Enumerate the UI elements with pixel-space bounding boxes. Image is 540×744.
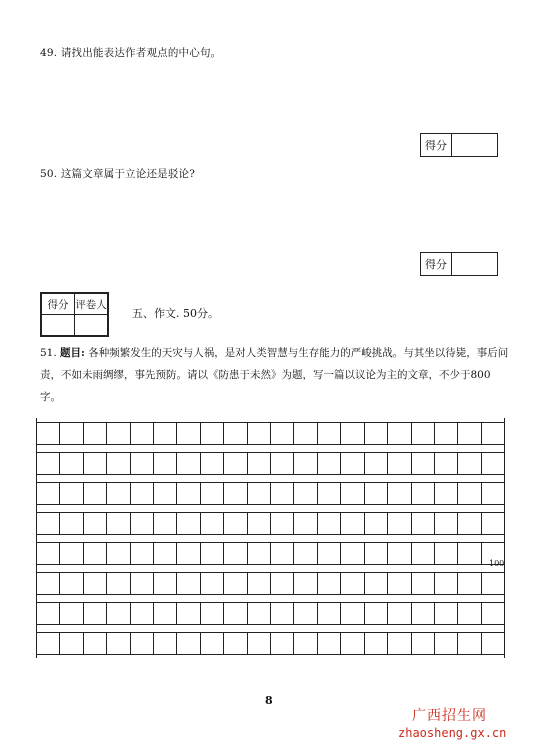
- grid-cell[interactable]: [365, 633, 388, 654]
- grid-cell[interactable]: [154, 633, 177, 654]
- grader-score-label: 得分: [42, 294, 75, 315]
- grid-cell[interactable]: [388, 483, 411, 504]
- grader-name-label: 评卷人: [75, 294, 108, 315]
- grid-cell[interactable]: [435, 633, 458, 654]
- grid-cell[interactable]: [294, 453, 317, 474]
- grid-cell[interactable]: [177, 513, 200, 534]
- grid-cell[interactable]: [271, 483, 294, 504]
- grid-cell[interactable]: [131, 483, 154, 504]
- grid-cell[interactable]: [201, 603, 224, 624]
- grid-cell[interactable]: [177, 483, 200, 504]
- grid-cell[interactable]: [435, 603, 458, 624]
- grid-cell[interactable]: [37, 573, 60, 594]
- question-50-number: 50.: [40, 168, 58, 180]
- grid-cell[interactable]: [224, 423, 247, 444]
- grid-cell[interactable]: [341, 453, 364, 474]
- grid-cell[interactable]: [131, 423, 154, 444]
- page-number: 8: [265, 694, 273, 707]
- grid-cell[interactable]: [60, 423, 83, 444]
- grid-cell[interactable]: [60, 573, 83, 594]
- grid-cell[interactable]: [84, 453, 107, 474]
- grid-cell[interactable]: [482, 453, 504, 474]
- score-box-50-label: 得分: [421, 253, 452, 275]
- essay-grid[interactable]: [36, 418, 505, 658]
- grid-cell[interactable]: [365, 573, 388, 594]
- grid-cell[interactable]: [412, 573, 435, 594]
- grid-cell[interactable]: [107, 573, 130, 594]
- grid-cell[interactable]: [177, 603, 200, 624]
- grid-cell[interactable]: [458, 513, 481, 534]
- grid-row: [37, 422, 504, 445]
- grid-cell[interactable]: [131, 453, 154, 474]
- grid-cell[interactable]: [201, 633, 224, 654]
- grid-cell[interactable]: [365, 543, 388, 564]
- grid-cell[interactable]: [224, 573, 247, 594]
- grid-cell[interactable]: [107, 513, 130, 534]
- grid-cell[interactable]: [224, 543, 247, 564]
- grid-cell[interactable]: [248, 423, 271, 444]
- grid-cell[interactable]: [154, 573, 177, 594]
- grid-cell[interactable]: [482, 423, 504, 444]
- grid-cell[interactable]: [248, 633, 271, 654]
- grid-cell[interactable]: [318, 513, 341, 534]
- grid-cell[interactable]: [131, 573, 154, 594]
- grid-cell[interactable]: [458, 483, 481, 504]
- question-51-keyword: 题目:: [60, 347, 85, 359]
- grid-cell[interactable]: [482, 483, 504, 504]
- grid-cell[interactable]: [341, 483, 364, 504]
- grid-cell[interactable]: [388, 573, 411, 594]
- grid-cell[interactable]: [318, 633, 341, 654]
- grid-cell[interactable]: [458, 603, 481, 624]
- grid-cell[interactable]: [482, 603, 504, 624]
- grid-cell[interactable]: [37, 543, 60, 564]
- grid-cell[interactable]: [177, 423, 200, 444]
- question-51-number: 51.: [40, 347, 57, 359]
- grid-cell[interactable]: [37, 423, 60, 444]
- grid-cell[interactable]: [154, 483, 177, 504]
- grid-row: [37, 602, 504, 625]
- grid-row: [37, 512, 504, 535]
- grid-cell[interactable]: [248, 513, 271, 534]
- grid-cell[interactable]: [294, 633, 317, 654]
- grid-cell[interactable]: [435, 543, 458, 564]
- grid-cell[interactable]: [248, 573, 271, 594]
- grid-cell[interactable]: [271, 633, 294, 654]
- question-51: [40, 342, 510, 408]
- grid-cell[interactable]: [131, 543, 154, 564]
- grid-cell[interactable]: [435, 483, 458, 504]
- question-51-text: 各种频繁发生的天灾与人祸，是对人类智慧与生存能力的严峻挑战。与其坐以待毙，事后问责，不如未雨绸缪，事先预防。请以《防患于未然》为题，写一篇以议论为主的文章，不少于800字。: [40, 347, 509, 403]
- grid-cell[interactable]: [224, 633, 247, 654]
- grid-cell[interactable]: [412, 633, 435, 654]
- question-49: [40, 45, 221, 60]
- grid-cell[interactable]: [365, 453, 388, 474]
- grid-cell[interactable]: [458, 423, 481, 444]
- grid-cell[interactable]: [458, 453, 481, 474]
- grid-cell[interactable]: [201, 453, 224, 474]
- grid-cell[interactable]: [271, 543, 294, 564]
- grid-cell[interactable]: [60, 543, 83, 564]
- grid-cell[interactable]: [131, 513, 154, 534]
- grid-cell[interactable]: [294, 483, 317, 504]
- watermark-title: 广西招生网: [412, 708, 487, 724]
- grid-cell[interactable]: [37, 453, 60, 474]
- grid-cell[interactable]: [318, 543, 341, 564]
- grid-cell[interactable]: [60, 603, 83, 624]
- grader-name-cell[interactable]: [75, 315, 108, 336]
- grid-cell[interactable]: [412, 543, 435, 564]
- grid-row: [37, 482, 504, 505]
- question-50: [40, 166, 195, 181]
- grid-cell[interactable]: [318, 603, 341, 624]
- grid-cell[interactable]: [177, 453, 200, 474]
- score-box-49-value[interactable]: [452, 134, 497, 156]
- grid-cell[interactable]: [482, 513, 504, 534]
- grid-cell[interactable]: [224, 513, 247, 534]
- grid-cell[interactable]: [248, 483, 271, 504]
- grid-cell[interactable]: [201, 513, 224, 534]
- grid-cell[interactable]: [84, 603, 107, 624]
- grid-cell[interactable]: [271, 453, 294, 474]
- grid-cell[interactable]: [365, 603, 388, 624]
- grid-cell[interactable]: [341, 543, 364, 564]
- grid-cell[interactable]: [294, 513, 317, 534]
- grid-cell[interactable]: [318, 483, 341, 504]
- grid-cell[interactable]: [458, 633, 481, 654]
- grid-cell[interactable]: [177, 543, 200, 564]
- score-box-50: [420, 252, 498, 276]
- grid-cell[interactable]: [37, 633, 60, 654]
- question-49-number: 49.: [40, 47, 58, 59]
- watermark-url: zhaosheng.gx.cn: [398, 726, 507, 740]
- grid-cell[interactable]: [271, 573, 294, 594]
- grid-cell[interactable]: [412, 603, 435, 624]
- grid-cell[interactable]: [341, 513, 364, 534]
- grid-cell[interactable]: [435, 573, 458, 594]
- grid-cell[interactable]: [318, 453, 341, 474]
- grader-table: [40, 292, 109, 337]
- grid-cell[interactable]: [482, 573, 504, 594]
- grid-cell[interactable]: [388, 603, 411, 624]
- grid-cell[interactable]: [388, 513, 411, 534]
- grid-cell[interactable]: [131, 603, 154, 624]
- grid-cell[interactable]: [107, 453, 130, 474]
- grid-cell[interactable]: [60, 453, 83, 474]
- grid-count-mark: 100: [489, 559, 505, 568]
- grid-cell[interactable]: [84, 483, 107, 504]
- grid-cell[interactable]: [271, 513, 294, 534]
- grid-cell[interactable]: [435, 453, 458, 474]
- grid-cell[interactable]: [224, 453, 247, 474]
- grid-cell[interactable]: [37, 483, 60, 504]
- question-49-text: 请找出能表达作者观点的中心句。: [60, 47, 222, 59]
- grid-cell[interactable]: [458, 543, 481, 564]
- score-box-50-value[interactable]: [452, 253, 497, 275]
- grid-cell[interactable]: [341, 633, 364, 654]
- grid-cell[interactable]: [154, 453, 177, 474]
- grid-cell[interactable]: [412, 453, 435, 474]
- grid-row: [37, 632, 504, 655]
- grid-cell[interactable]: [60, 513, 83, 534]
- grid-cell[interactable]: [412, 423, 435, 444]
- grid-cell[interactable]: [154, 603, 177, 624]
- grid-cell[interactable]: [107, 423, 130, 444]
- grid-cell[interactable]: [271, 603, 294, 624]
- score-box-49-label: 得分: [421, 134, 452, 156]
- grid-row: [37, 542, 504, 565]
- grid-cell[interactable]: [201, 573, 224, 594]
- grid-cell[interactable]: [154, 543, 177, 564]
- question-50-text: 这篇文章属于立论还是驳论?: [60, 168, 196, 180]
- grid-cell[interactable]: [318, 423, 341, 444]
- grid-cell[interactable]: [60, 483, 83, 504]
- grid-cell[interactable]: [412, 483, 435, 504]
- grid-cell[interactable]: [341, 573, 364, 594]
- grid-cell[interactable]: [177, 633, 200, 654]
- grid-cell[interactable]: [177, 573, 200, 594]
- grid-cell[interactable]: [365, 483, 388, 504]
- grid-cell[interactable]: [294, 573, 317, 594]
- grid-cell[interactable]: [435, 513, 458, 534]
- grid-cell[interactable]: [248, 453, 271, 474]
- grid-cell[interactable]: [412, 513, 435, 534]
- grid-cell[interactable]: [84, 513, 107, 534]
- grid-cell[interactable]: [365, 513, 388, 534]
- grid-cell[interactable]: [84, 573, 107, 594]
- grid-cell[interactable]: [131, 633, 154, 654]
- grid-cell[interactable]: [201, 423, 224, 444]
- grid-row: [37, 452, 504, 475]
- grid-cell[interactable]: [60, 633, 83, 654]
- grid-cell[interactable]: [294, 543, 317, 564]
- grid-cell[interactable]: [388, 543, 411, 564]
- grid-cell[interactable]: [294, 603, 317, 624]
- grid-cell[interactable]: [294, 423, 317, 444]
- grid-cell[interactable]: [365, 423, 388, 444]
- grader-score-cell[interactable]: [42, 315, 75, 336]
- grid-cell[interactable]: [201, 483, 224, 504]
- score-box-49: [420, 133, 498, 157]
- grid-cell[interactable]: [224, 483, 247, 504]
- grid-cell[interactable]: [224, 603, 247, 624]
- grid-cell[interactable]: [248, 543, 271, 564]
- grid-cell[interactable]: [37, 603, 60, 624]
- grid-cell[interactable]: [271, 423, 294, 444]
- grid-cell[interactable]: [318, 573, 341, 594]
- grid-cell[interactable]: [388, 423, 411, 444]
- grid-cell[interactable]: [154, 423, 177, 444]
- grid-cell[interactable]: [107, 543, 130, 564]
- grid-cell[interactable]: [154, 513, 177, 534]
- grid-cell[interactable]: [107, 603, 130, 624]
- grid-cell[interactable]: [201, 543, 224, 564]
- grid-cell[interactable]: [84, 423, 107, 444]
- grid-cell[interactable]: [435, 423, 458, 444]
- grid-cell[interactable]: [341, 603, 364, 624]
- grid-cell[interactable]: [388, 633, 411, 654]
- grid-cell[interactable]: [84, 543, 107, 564]
- section-title: 五、作文. 50分。: [132, 307, 219, 320]
- grid-cell[interactable]: [37, 513, 60, 534]
- grid-row: [37, 572, 504, 595]
- grid-cell[interactable]: [248, 603, 271, 624]
- grid-cell[interactable]: [458, 573, 481, 594]
- grid-cell[interactable]: [107, 483, 130, 504]
- grid-cell[interactable]: [84, 633, 107, 654]
- grid-cell[interactable]: [482, 633, 504, 654]
- grid-cell[interactable]: [341, 423, 364, 444]
- grid-cell[interactable]: [107, 633, 130, 654]
- grid-cell[interactable]: [388, 453, 411, 474]
